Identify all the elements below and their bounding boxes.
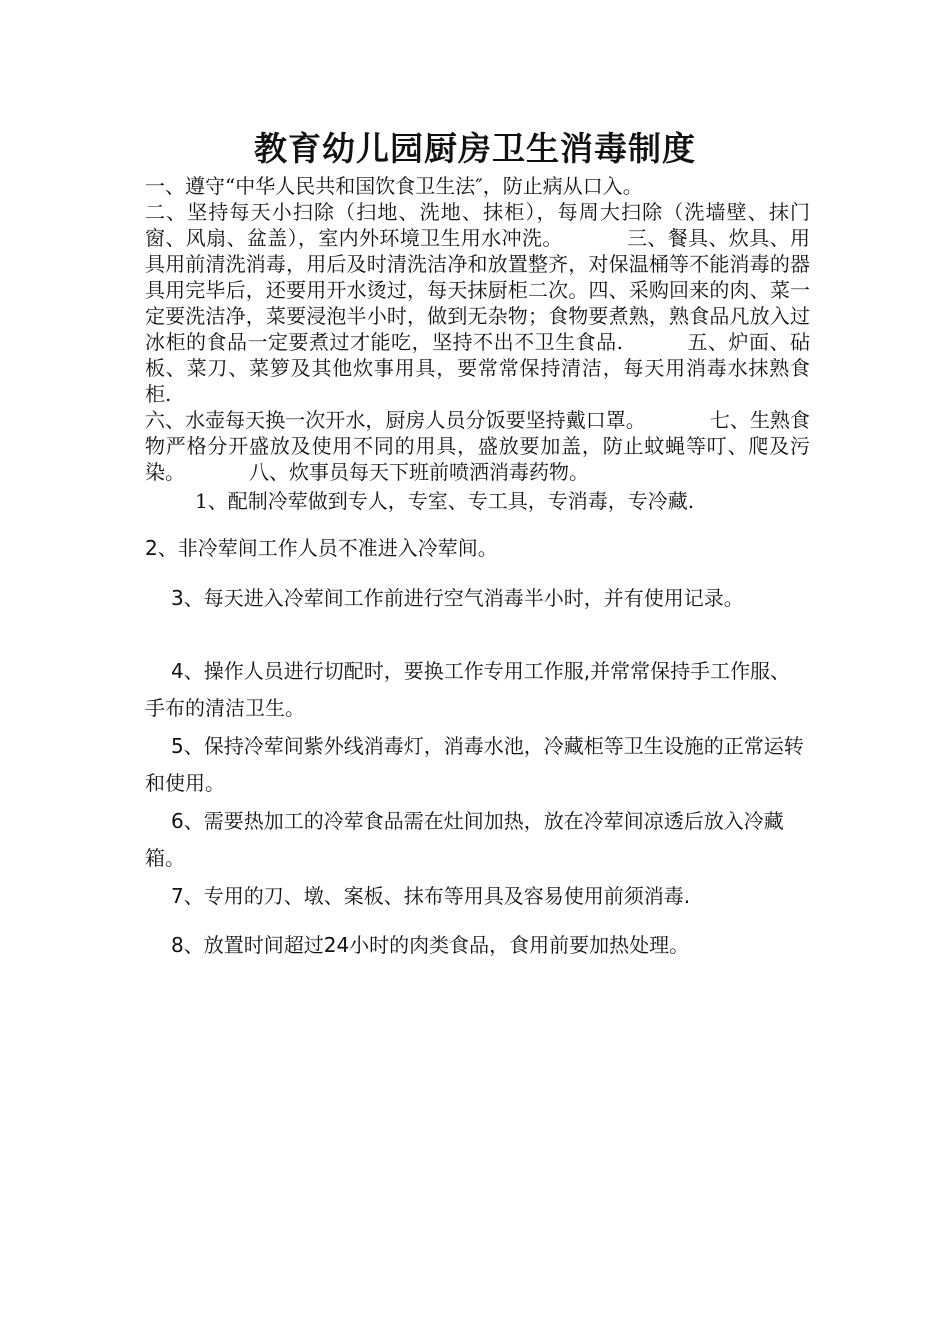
cold-room-rule-1: 1、配制冷荤做到专人，专室、专工具，专消毒，专冷藏.: [195, 489, 695, 513]
rule-5: 五、炉面、砧板、菜刀、菜箩及其他炊事用具，要常常保持清洁，每天用消毒水抹熟食柜.: [145, 330, 810, 406]
cold-room-rule-8: 8、放置时间超过24小时的肉类食品，食用前要加热处理。: [171, 933, 690, 957]
rule-4: 四、采购回来的肉、菜一定要洗洁净，菜要浸泡半小时，做到无杂物；食物要煮熟，熟食品凡放入过冰柜的食品一定要煮过才能吃，坚持不出不卫生食品.: [145, 278, 810, 354]
cold-room-rule-3: 3、每天进入冷荤间工作前进行空气消毒半小时，并有使用记录。: [171, 586, 744, 610]
cold-room-rule-5: 5、保持冷荤间紫外线消毒灯，消毒水池，冷藏柜等卫生设施的正常运转和使用。: [145, 734, 804, 795]
cold-room-rule-6: 6、需要热加工的冷荤食品需在灶间加热，放在冷荤间凉透后放入冷藏箱。: [145, 809, 784, 870]
cold-room-rule-4: 4、操作人员进行切配时，要换工作专用工作服,并常常保持手工作服、手布的清洁卫生。: [145, 659, 791, 720]
document-title: 教育幼儿园厨房卫生消毒制度: [254, 129, 696, 168]
rule-6: 六、水壶每天换一次开水，厨房人员分饭要坚持戴口罩。: [145, 408, 646, 432]
general-rules-paragraph: [145, 173, 810, 485]
rule-1: 一、遵守“中华人民共和国饮食卫生法″，防止病从口入。: [145, 174, 643, 198]
rule-7: 七、生熟食物严格分开盛放及使用不同的用具，盛放要加盖，防止蚊蝇等叮、爬及污染。: [145, 408, 811, 484]
cold-room-rule-2: 2、非冷荤间工作人员不准进入冷荤间。: [145, 536, 498, 560]
rule-8: 八、炊事员每天下班前喷洒消毒药物。: [249, 460, 589, 484]
rule-2: 二、坚持每天小扫除（扫地、洗地、抹柜），每周大扫除（洗墙壁、抹门窗、风扇、盆盖），室内外环境卫生用水冲洗。: [145, 200, 810, 250]
cold-room-rule-7: 7、专用的刀、墩、案板、抹布等用具及容易使用前须消毒.: [171, 884, 691, 908]
rule-3: 三、餐具、炊具、用具用前清洗消毒，用后及时清洗洁净和放置整齐，对保温桶等不能消毒的器具用完毕后，还要用开水烫过，每天抹厨柜二次。: [145, 226, 811, 302]
